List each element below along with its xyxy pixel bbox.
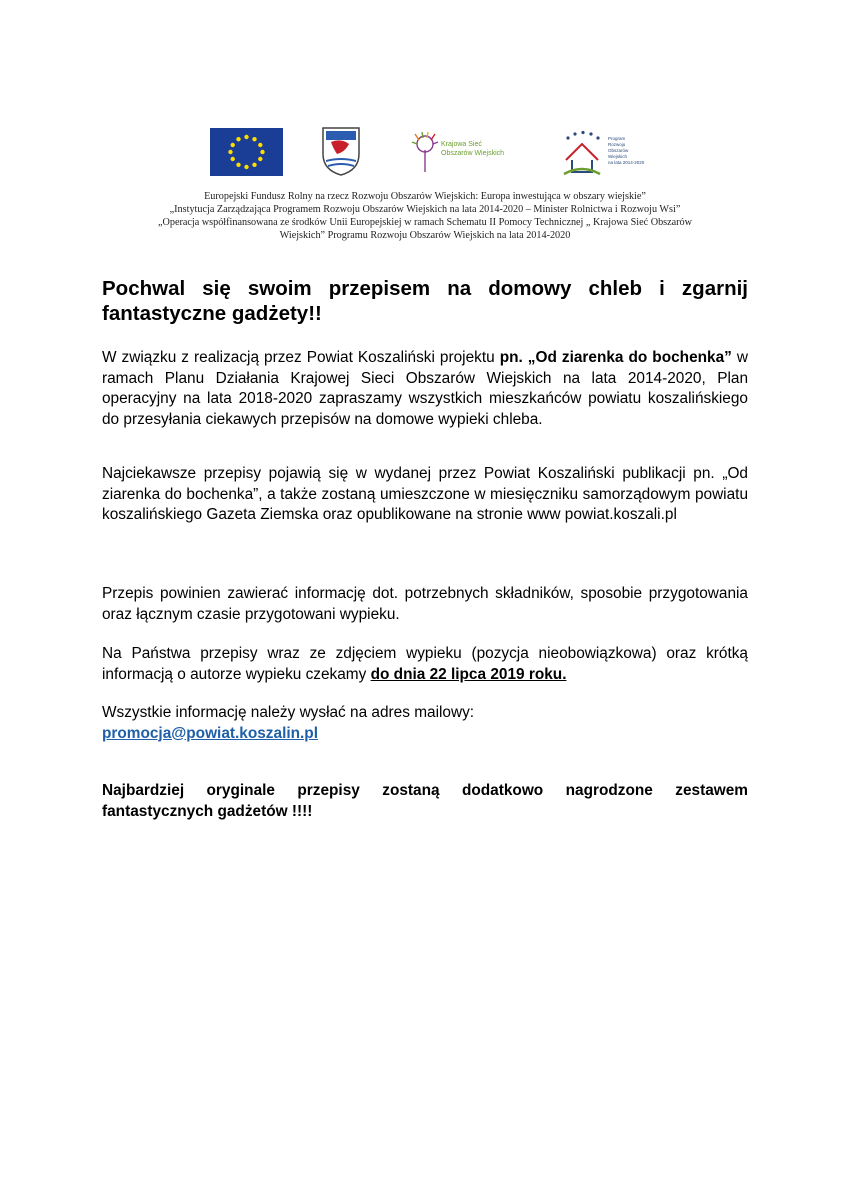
intro-text-a: W związku z realizacją przez Powiat Koszaliński projektu [102,349,500,366]
funding-line-1: Europejski Fundusz Rolny na rzecz Rozwoju Obszarów Wiejskich: Europa inwestująca w obszary wiejskie” [204,191,646,202]
funding-note [100,190,750,242]
prow-line-1: Program [608,136,626,141]
eu-flag-logo [210,128,283,176]
project-name: pn. „Od ziarenka do bochenka” [499,349,732,366]
prow-line-4: Wiejskich [608,154,628,159]
funding-line-2: „Instytucja Zarządzająca Programem Rozwoju Obszarów Wiejskich na lata 2014-2020 – Minister Rolnictwa i Rozwoju Wsi” [169,204,681,215]
paragraph-intro [102,348,748,430]
prow-line-5: na lata 2014-2020 [608,160,645,165]
ksow-logo [411,130,517,174]
contact-text: Wszystkie informację należy wysłać na adres mailowy: [102,704,475,721]
page-title: Pochwal się swoim przepisem na domowy chleb i zgarnij fantastyczne gadżety!! [102,277,748,325]
email-link[interactable]: promocja@powiat.koszalin.pl [102,724,318,742]
paragraph-prizes: Najbardziej oryginale przepisy zostaną dodatkowo nagrodzone zestawem fantastycznych gadżetów !!!! [102,782,748,820]
paragraph-contact [102,703,748,744]
ksow-line-1: Krajowa Sieć [441,141,482,148]
paragraph-recipe-requirements: Przepis powinien zawierać informację dot. potrzebnych składników, sposobie przygotowania oraz łącznym czasie przygotowani wypieku. [102,585,748,623]
prow-logo-text [608,136,644,166]
ksow-logo-text [441,140,504,158]
logo-bar [0,126,849,178]
prow-line-2: Rozwoju [608,142,626,147]
prow-house-icon [558,130,606,176]
deadline-date: do dnia 22 lipca 2019 roku. [370,665,567,683]
crest-icon [321,126,361,176]
paragraph-deadline [102,644,748,685]
prow-logo [558,130,648,176]
funding-line-3: „Operacja współfinansowana ze środków Unii Europejskiej w ramach Schematu II Pomocy Technicznej „ Krajowa Sieć Obszarów [157,217,693,228]
prow-line-3: Obszarów [608,148,629,153]
eu-stars-icon [210,128,283,176]
funding-line-4: Wiejskich” Programu Rozwoju Obszarów Wiejskich na lata 2014-2020 [279,230,571,241]
intro-text-c: w ramach Planu Działania Krajowej Sieci Obszarów Wiejskich na lata 2014-2020, Plan operacyjny na lata 2018-2020 zapraszamy wszystkich mieszkańców powiatu koszalińskiego do przesyłania ciekawych przepisów na domowe wypieki chleba. [102,349,748,428]
county-crest-logo [321,126,361,176]
ksow-line-2: Obszarów Wiejskich [441,150,505,157]
ksow-wheat-icon [411,130,439,174]
paragraph-publication: Najciekawsze przepisy pojawią się w wydanej przez Powiat Koszaliński publikacji pn. „Od ziarenka do bochenka”, a także zostaną umieszczone w miesięczniku samorządowym powiatu koszalińskiego Gazeta Ziemska oraz opublikowane na stronie www powiat.koszali.pl [102,465,748,523]
deadline-text: Na Państwa przepisy wraz ze zdjęciem wypieku (pozycja nieobowiązkowa) oraz krótką informacją o autorze wypieku czekamy [102,645,748,683]
